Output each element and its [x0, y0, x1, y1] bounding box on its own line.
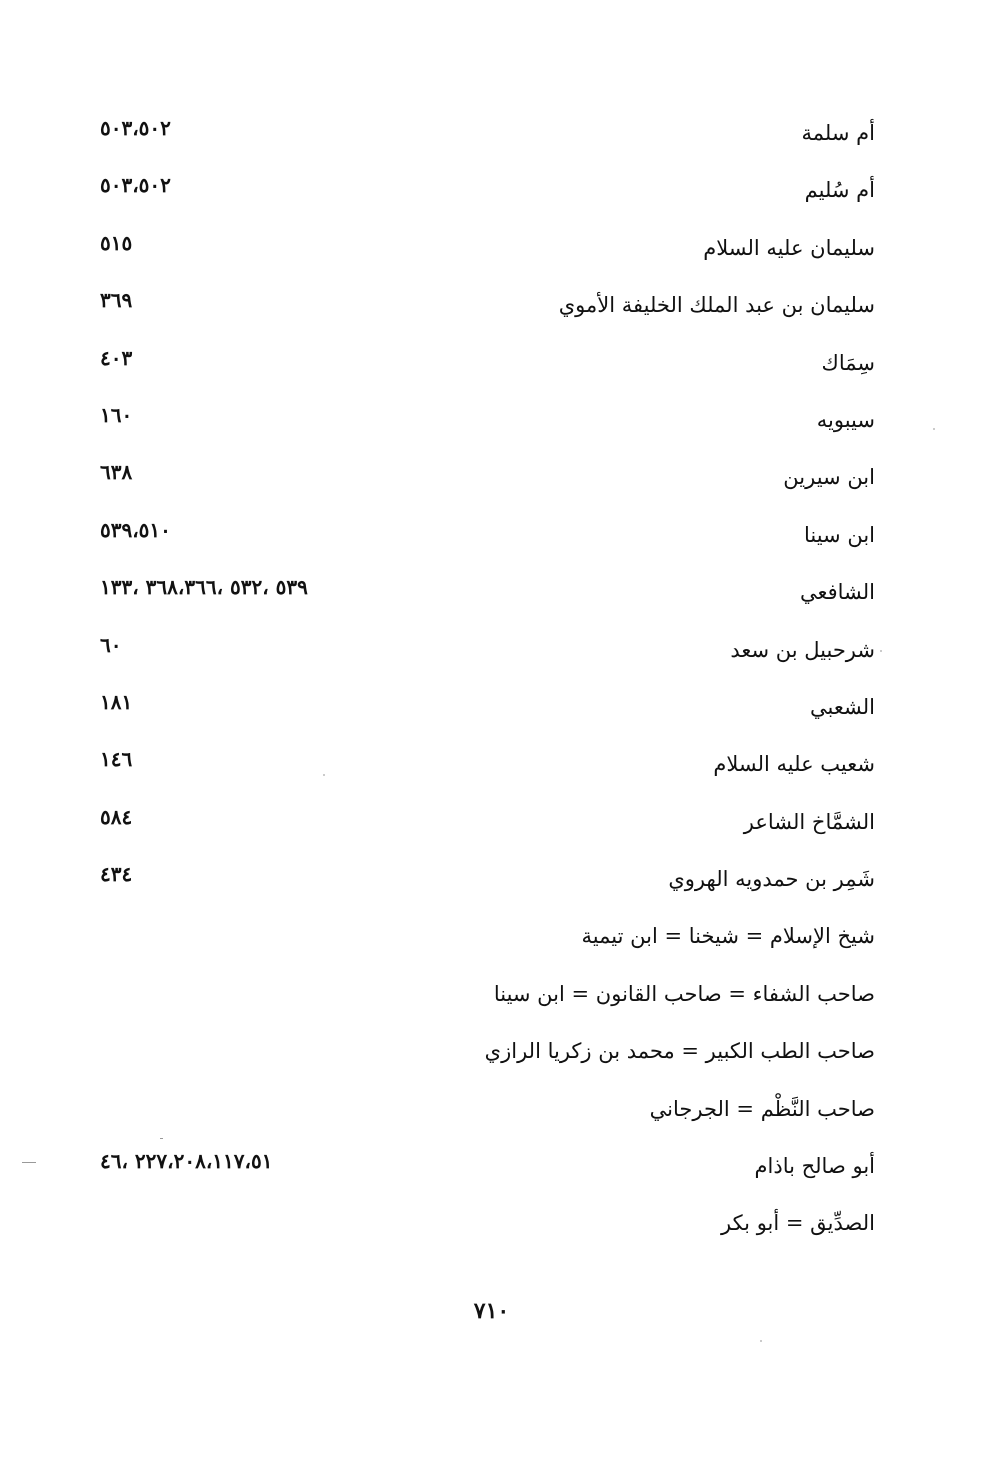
- scan-hairline: [160, 1138, 163, 1139]
- index-entry: [95, 108, 875, 165]
- entry-name: شيخ الإسلام = شيخنا = ابن تيمية: [581, 924, 875, 949]
- entry-name: سليمان بن عبد الملك الخليفة الأموي: [558, 293, 875, 318]
- index-entries: [95, 108, 875, 1256]
- entry-name: شعيب عليه السلام: [713, 752, 875, 777]
- entry-pages: ٦٠: [100, 632, 122, 657]
- index-entry: [95, 682, 875, 739]
- index-entry: [95, 911, 875, 968]
- entry-name: صاحب النَّظْم = الجرجاني: [649, 1096, 875, 1121]
- entry-pages: ٥٠٣،٥٠٢: [100, 116, 171, 140]
- entry-pages: ٥٨٤: [100, 804, 133, 829]
- entry-name: صاحب الطب الكبير = محمد بن زكريا الرازي: [484, 1039, 875, 1064]
- scan-speck: [323, 774, 325, 776]
- entry-pages: ٦٣٨: [100, 460, 133, 485]
- index-entry: [95, 223, 875, 280]
- entry-name: سليمان عليه السلام: [703, 235, 875, 260]
- entry-pages: ١٦٠: [100, 402, 133, 427]
- entry-pages: ٥٠٣،٥٠٢: [100, 173, 171, 198]
- index-entry: [95, 567, 875, 624]
- index-entry: [95, 452, 875, 509]
- entry-pages: ٥٣٩،٥١٠: [100, 517, 171, 542]
- entry-pages: ٥١٥: [100, 230, 133, 255]
- index-entry: [95, 280, 875, 337]
- entry-name: شَمِر بن حمدويه الهروي: [668, 867, 875, 892]
- entry-name: سيبويه: [816, 407, 875, 432]
- entry-name: الصدِّيق = أبو بكر: [720, 1211, 875, 1236]
- entry-pages: ٣٦٩: [100, 288, 133, 313]
- entry-pages: ٤٣٤: [100, 862, 133, 887]
- entry-pages: ١٨١: [100, 689, 133, 714]
- entry-name: الشافعي: [799, 580, 875, 605]
- scan-speck: [933, 428, 935, 430]
- entry-name: صاحب الشفاء = صاحب القانون = ابن سينا: [493, 981, 875, 1006]
- index-entry: [95, 1198, 875, 1255]
- scan-speck: [760, 1340, 762, 1342]
- index-entry: [95, 1141, 875, 1198]
- index-entry: [95, 739, 875, 796]
- scan-hairline: [22, 1162, 36, 1163]
- index-entry: [95, 395, 875, 452]
- index-entry: [95, 1084, 875, 1141]
- scan-speck: [880, 650, 882, 652]
- index-entry: [95, 797, 875, 854]
- entry-pages: ٢٢٧،٢٠٨،١١٧،٥١ ،٤٦: [100, 1149, 273, 1174]
- entry-name: ابن سيرين: [783, 465, 875, 490]
- entry-name: أبو صالح باذام: [754, 1154, 875, 1179]
- index-entry: [95, 165, 875, 222]
- entry-name: الشمَّاخ الشاعر: [743, 809, 875, 834]
- index-entry: [95, 969, 875, 1026]
- entry-name: شرحبيل بن سعد: [730, 637, 875, 662]
- entry-name: أم سلمة: [801, 121, 875, 145]
- entry-pages: ١٤٦: [100, 747, 133, 772]
- entry-name: سِمَاك: [821, 350, 875, 375]
- entry-name: أم سُليم: [804, 178, 875, 203]
- page-number: ٧١٠: [473, 1298, 510, 1324]
- index-entry: [95, 338, 875, 395]
- index-entry: [95, 854, 875, 911]
- index-entry: [95, 1026, 875, 1083]
- entry-pages: ٥٣٩ ،٥٣٢ ،٣٦٨،٣٦٦ ،١٣٣: [100, 575, 308, 600]
- index-entry: [95, 625, 875, 682]
- entry-name: ابن سينا: [803, 522, 875, 547]
- index-entry: [95, 510, 875, 567]
- entry-name: الشعبي: [810, 694, 875, 719]
- entry-pages: ٤٠٣: [100, 345, 133, 370]
